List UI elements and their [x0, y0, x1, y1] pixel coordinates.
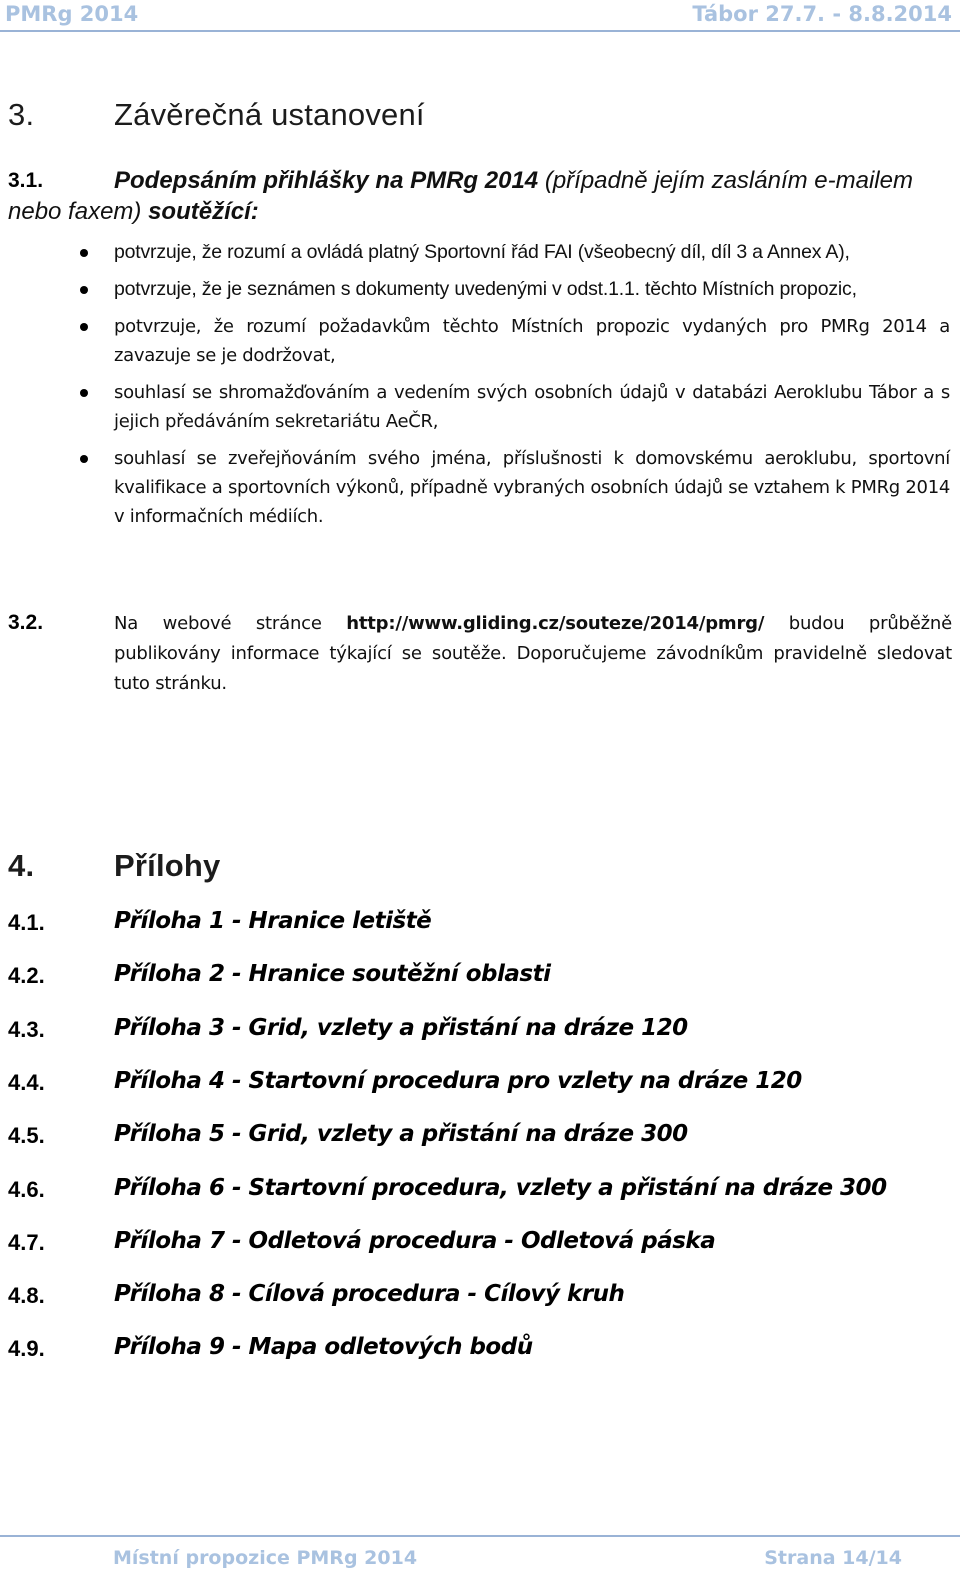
- annex-title: Příloha 5 - Grid, vzlety a přistání na dráze 300: [114, 1121, 688, 1147]
- annex-number: 4.8.: [8, 1283, 45, 1308]
- header-event-dates: Tábor 27.7. - 8.8.2014: [692, 2, 952, 26]
- annex-item: [8, 1015, 948, 1049]
- list-item: potvrzuje, že je seznámen s dokumenty uvedenými v odst.1.1. těchto Místních propozic,: [114, 275, 950, 304]
- footer-document-name: Místní propozice PMRg 2014: [113, 1547, 418, 1569]
- annex-item: [8, 908, 948, 942]
- subsection-3-2-text: [8, 609, 952, 699]
- section-3-title: Závěrečná ustanovení: [114, 97, 425, 132]
- section-4-number: 4.: [8, 848, 35, 883]
- lead-bold-end: soutěžící:: [148, 198, 259, 225]
- header-event-name: PMRg 2014: [5, 2, 139, 26]
- lead-italic: (případně jejím zasláním e-mailem nebo faxem): [8, 167, 913, 225]
- annex-item: [8, 1068, 948, 1102]
- annex-title: Příloha 4 - Startovní procedura pro vzlety na dráze 120: [114, 1068, 802, 1094]
- footer-page-number: Strana 14/14: [764, 1547, 902, 1569]
- competition-web-link[interactable]: http://www.gliding.cz/souteze/2014/pmrg/: [346, 613, 765, 634]
- subsection-3-1-lead: [8, 165, 952, 227]
- subsection-3-1-number: 3.1.: [8, 169, 44, 192]
- annex-number: 4.5.: [8, 1123, 45, 1148]
- lead-bold: Podepsáním přihlášky na PMRg 2014: [114, 167, 539, 194]
- list-item: souhlasí se shromažďováním a vedením svých osobních údajů v databázi Aeroklubu Tábor a s jejich předáváním sekretariátu AeČR,: [114, 378, 950, 436]
- section-3-number: 3.: [8, 97, 35, 132]
- list-item: souhlasí se zveřejňováním svého jména, příslušnosti k domovskému aeroklubu, sportovní kvalifikace a sportovních výkonů, případně vybraných osobních údajů se vztahem k PMRg 2014 v informačních médiích.: [114, 444, 950, 531]
- subsection-3-2-number: 3.2.: [8, 611, 44, 634]
- annex-number: 4.3.: [8, 1017, 45, 1042]
- annex-item: [8, 1175, 948, 1209]
- subsection-3-2: [8, 609, 952, 699]
- web-text-after: budou průběžně publikovány informace týkající se soutěže. Doporučujeme závodníkům pravidelně sledovat tuto stránku.: [114, 613, 952, 694]
- annex-title: Příloha 2 - Hranice soutěžní oblasti: [114, 961, 551, 987]
- page-header: [0, 0, 960, 32]
- annex-title: Příloha 9 - Mapa odletových bodů: [114, 1334, 533, 1360]
- annex-number: 4.2.: [8, 963, 45, 988]
- annex-item: [8, 961, 948, 995]
- annex-number: 4.7.: [8, 1230, 45, 1255]
- agreement-bullet-list: [114, 238, 950, 539]
- annex-title: Příloha 1 - Hranice letiště: [114, 908, 432, 934]
- list-item: potvrzuje, že rozumí a ovládá platný Sportovní řád FAI (všeobecný díl, díl 3 a Annex A),: [114, 238, 950, 267]
- annex-item: [8, 1121, 948, 1155]
- annex-number: 4.6.: [8, 1177, 45, 1202]
- web-text-before: Na webové stránce: [114, 613, 347, 634]
- annex-title: Příloha 3 - Grid, vzlety a přistání na dráze 120: [114, 1015, 688, 1041]
- annex-title: Příloha 7 - Odletová procedura - Odletová páska: [114, 1228, 716, 1254]
- annex-number: 4.4.: [8, 1070, 45, 1095]
- section-4-title: Přílohy: [114, 848, 221, 883]
- annex-number: 4.9.: [8, 1336, 45, 1361]
- page-footer: [0, 1535, 960, 1575]
- annex-item: [8, 1228, 948, 1262]
- annex-number: 4.1.: [8, 910, 45, 935]
- annex-title: Příloha 8 - Cílová procedura - Cílový kruh: [114, 1281, 625, 1307]
- annex-title: Příloha 6 - Startovní procedura, vzlety a přistání na dráze 300: [114, 1175, 887, 1201]
- list-item: potvrzuje, že rozumí požadavkům těchto Místních propozic vydaných pro PMRg 2014 a zavazuje se je dodržovat,: [114, 312, 950, 370]
- annex-item: [8, 1334, 948, 1368]
- annex-item: [8, 1281, 948, 1315]
- subsection-3-1: [8, 165, 952, 227]
